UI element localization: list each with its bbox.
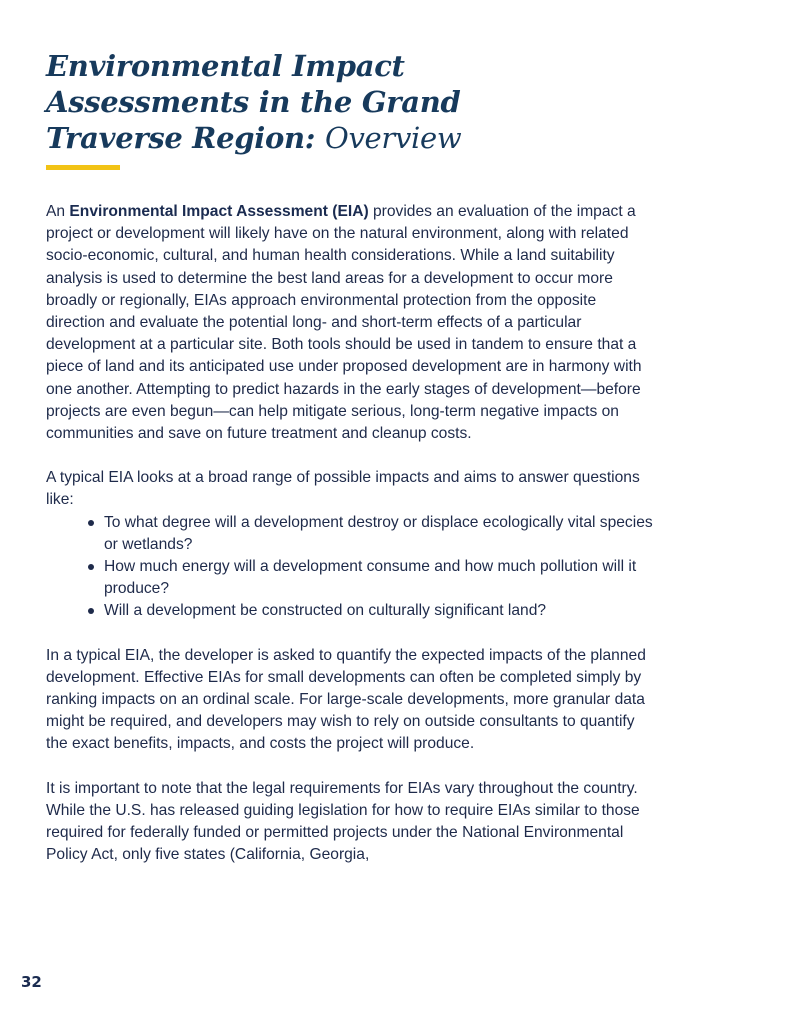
bullet-icon <box>88 520 94 526</box>
eia-term: Environmental Impact Assessment (EIA) <box>69 203 369 220</box>
paragraph-quantify: In a typical EIA, the developer is asked to quantify the expected impacts of the planned development. Effective EIAs for small developments can often be completed simply by ranking impacts on an ordinal scale. For large-scale developments, more granular data might be required, and developers may wish to rely on outside consultants to quantify the exact benefits, impacts, and costs the project will produce. <box>46 646 646 753</box>
bullet-icon <box>88 564 94 570</box>
bullet-icon <box>88 608 94 614</box>
list-item <box>87 600 656 622</box>
intro-lead: An <box>46 203 70 220</box>
title-line-3-bold: Traverse Region: <box>46 121 316 155</box>
title-subtitle-overview: Overview <box>324 121 462 155</box>
body-text <box>46 201 656 888</box>
paragraph-legal: It is important to note that the legal requirements for EIAs vary throughout the country. While the U.S. has released guiding legislation for how to require EIAs similar to those required for federally funded or permitted projects under the National Environmental Policy Act, only five states (California, Georgia, <box>46 779 640 864</box>
page-title <box>46 48 466 156</box>
title-line-2: Assessments in the Grand <box>46 85 461 119</box>
list-item-text: Will a development be constructed on culturally significant land? <box>104 602 547 620</box>
paragraph-questions-intro: A typical EIA looks at a broad range of possible impacts and aims to answer questions like: <box>46 469 640 509</box>
title-line-1: Environmental Impact <box>46 49 405 83</box>
question-list <box>46 512 656 623</box>
paragraph-intro <box>46 201 656 445</box>
title-accent-rule <box>46 165 120 170</box>
list-item <box>87 556 656 600</box>
page-number: 32 <box>21 973 42 991</box>
intro-rest: provides an evaluation of the impact a project or development will likely have on the natural environment, along with related socio-economic, cultural, and human health considerations. While a land suitability analysis is used to determine the best land areas for a development to occur more broadly or regionally, EIAs approach environmental protection from the opposite direction and evaluate the potential long- and short-term effects of a particular development at a particular site. Both tools should be used in tandem to ensure that a piece of land and its anticipated use under proposed development are in harmony with one another. Attempting to predict hazards in the early stages of development—before projects are even begun—can help mitigate serious, long-term negative impacts on communities and save on future treatment and cleanup costs. <box>46 203 642 443</box>
list-item-text: To what degree will a development destroy or displace ecologically vital species or wetlands? <box>104 513 653 553</box>
list-item-text: How much energy will a development consume and how much pollution will it produce? <box>104 558 637 598</box>
list-item <box>87 512 656 556</box>
